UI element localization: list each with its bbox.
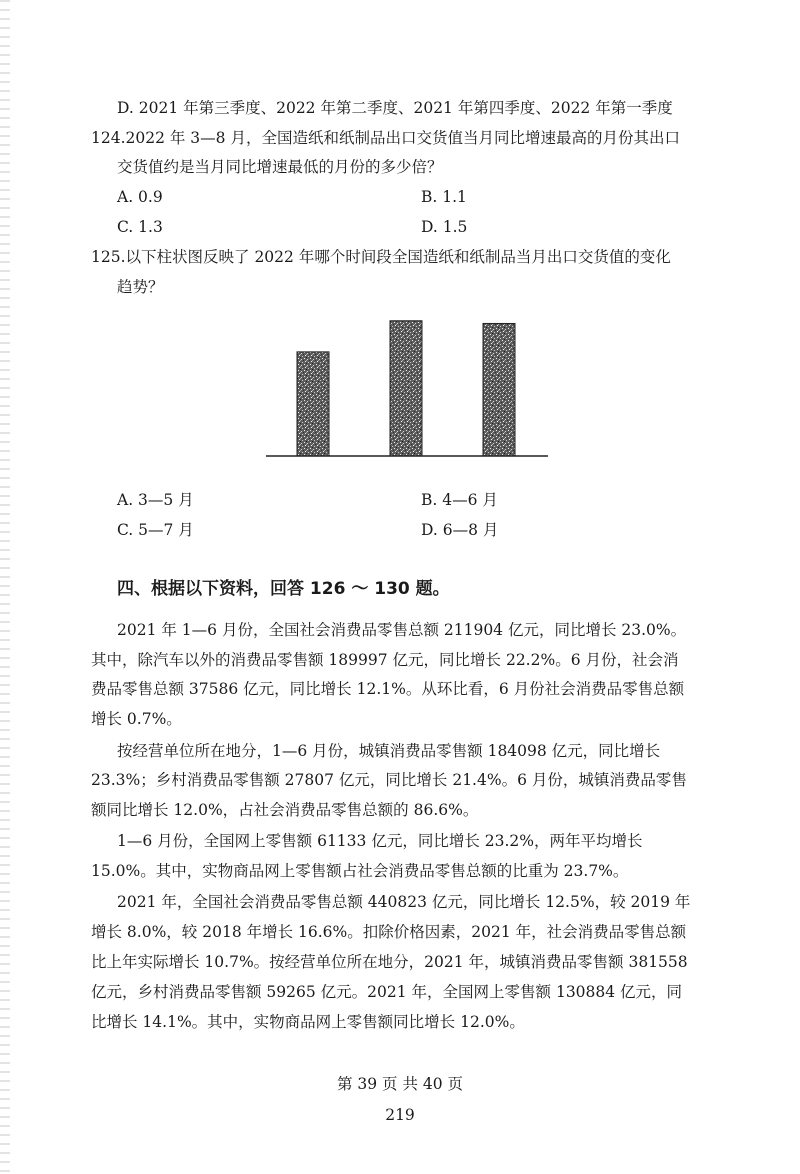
page-label: 第 39 页 共 40 页 xyxy=(336,1075,464,1093)
bar-1 xyxy=(297,352,329,456)
paragraph-line: 亿元，乡村消费品零售额 59265 亿元。2021 年，全国网上零售额 130884 亿元，同 xyxy=(91,983,683,1001)
q125-option-a[interactable]: A. 3—5 月 xyxy=(117,491,194,509)
q125-stem-line2: 趋势？ xyxy=(117,278,164,296)
paragraph-line: 23.3%；乡村消费品零售额 27807 亿元，同比增长 21.4%。6 月份，城镇消费品零售 xyxy=(91,771,687,789)
q125-stem-line1: 125.以下柱状图反映了 2022 年哪个时间段全国造纸和纸制品当月出口交货值的变化 xyxy=(91,248,671,266)
q125-option-b[interactable]: B. 4—6 月 xyxy=(421,491,498,509)
q124-stem-line1: 124.2022 年 3—8 月，全国造纸和纸制品出口交货值当月同比增速最高的月份其出口 xyxy=(91,129,680,147)
q124-option-b[interactable]: B. 1.1 xyxy=(421,188,467,206)
q124-stem-line2: 交货值约是当月同比增速最低的月份的多少倍？ xyxy=(117,158,443,176)
q124-option-a[interactable]: A. 0.9 xyxy=(117,188,163,206)
paragraph-line: 额同比增长 12.0%，占社会消费品零售总额的 86.6%。 xyxy=(91,801,479,819)
paragraph-line: 1—6 月份，全国网上零售额 61133 亿元，同比增长 23.2%，两年平均增长 xyxy=(117,832,643,850)
q125-option-c[interactable]: C. 5—7 月 xyxy=(117,521,194,539)
paragraph-line: 比上年实际增长 10.7%。按经营单位所在地分，2021 年，城镇消费品零售额 381558 xyxy=(91,953,688,971)
q125-option-d[interactable]: D. 6—8 月 xyxy=(421,521,499,539)
paragraph-line: 增长 8.0%，较 2018 年增长 16.6%。扣除价格因素，2021 年，社会消费品零售总额 xyxy=(91,923,687,941)
paragraph-line: 2021 年 1—6 月份，全国社会消费品零售总额 211904 亿元，同比增长 23.0%。 xyxy=(117,621,687,639)
paragraph-line: 按经营单位所在地分，1—6 月份，城镇消费品零售额 184098 亿元，同比增长 xyxy=(117,742,661,760)
paragraph-line: 比增长 14.1%。其中，实物商品网上零售额同比增长 12.0%。 xyxy=(91,1013,525,1031)
q124-option-c[interactable]: C. 1.3 xyxy=(117,218,163,236)
bar-chart xyxy=(262,310,552,460)
page-number: 219 xyxy=(385,1106,415,1124)
section-heading: 四、根据以下资料，回答 126 ～ 130 题。 xyxy=(117,579,450,599)
paragraph-line: 其中，除汽车以外的消费品零售额 189997 亿元，同比增长 22.2%。6 月份，社会消 xyxy=(91,651,679,669)
bar-2 xyxy=(390,321,422,456)
bar-3 xyxy=(483,323,515,456)
bars-group xyxy=(297,321,515,456)
q123-option-d: D. 2021 年第三季度、2022 年第二季度、2021 年第四季度、2022 年第一季度 xyxy=(117,99,673,117)
paragraph-line: 2021 年，全国社会消费品零售总额 440823 亿元，同比增长 12.5%，较 2019 年 xyxy=(117,893,691,911)
q124-option-d[interactable]: D. 1.5 xyxy=(421,218,468,236)
paragraph-line: 费品零售总额 37586 亿元，同比增长 12.1%。从环比看，6 月份社会消费品零售总额 xyxy=(91,680,685,698)
paragraph-line: 15.0%。其中，实物商品网上零售额占社会消费品零售总额的比重为 23.7%。 xyxy=(91,862,629,880)
paragraph-line: 增长 0.7%。 xyxy=(91,710,182,728)
scan-edge xyxy=(0,0,10,1174)
